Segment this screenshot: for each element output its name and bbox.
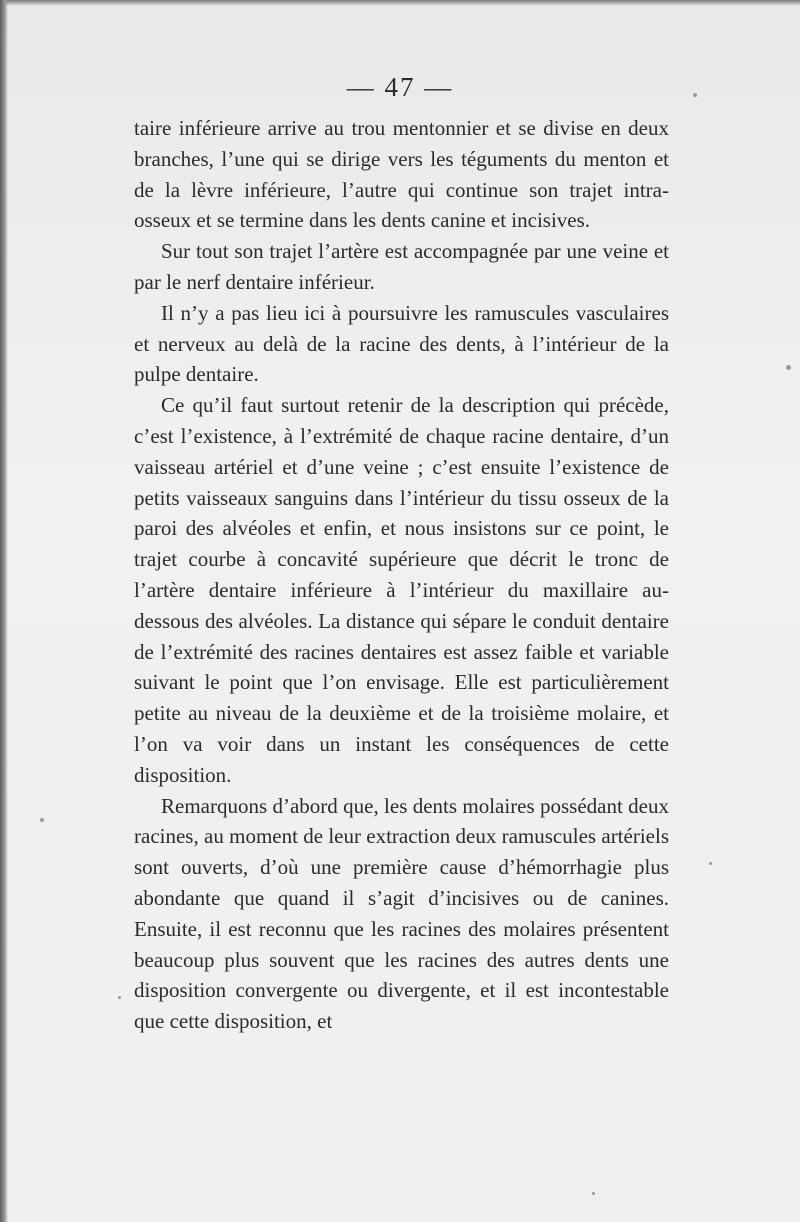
page-top-edge-shadow bbox=[0, 0, 800, 6]
paragraph-2: Sur tout son trajet l’artère est accompagnée par une veine et par le nerf dentaire inférieur. bbox=[134, 239, 669, 294]
paragraph-1: taire inférieure arrive au trou mentonnier et se divise en deux branches, l’une qui se dirige vers les téguments du menton et de la lèvre inférieure, l’autre qui continue son trajet intra-osseux et se termine dans les dents canine et incisives. bbox=[134, 116, 669, 233]
page-number: — 47 — bbox=[346, 72, 454, 102]
paper-speck bbox=[40, 818, 44, 822]
paper-speck bbox=[709, 862, 712, 865]
page-left-edge-shadow bbox=[0, 0, 8, 1222]
paragraph-4: Ce qu’il faut surtout retenir de la description qui précède, c’est l’existence, à l’extrémité de chaque racine dentaire, d’un vaisseau artériel et d’une veine ; c’est ensuite l’existence de petits vaisseaux sanguins dans l’intérieur du tissu osseux de la paroi des alvéoles et enfin, et nous insistons sur ce point, le trajet courbe à concavité supérieure que décrit le tronc de l’artère dentaire inférieure à l’intérieur du maxillaire au-dessous des alvéoles. La distance qui sépare le conduit dentaire de l’extrémité des racines dentaires est assez faible et variable suivant le point que l’on envisage. Elle est particulièrement petite au niveau de la deuxième et de la troisième molaire, et l’on va voir dans un instant les conséquences de cette disposition. bbox=[134, 393, 669, 787]
paper-speck bbox=[118, 996, 121, 999]
paper-speck bbox=[786, 365, 791, 370]
body-text bbox=[134, 113, 669, 1037]
paragraph-5: Remarquons d’abord que, les dents molaires possédant deux racines, au moment de leur extraction deux ramuscules artériels sont ouverts, d’où une première cause d’hémorrhagie plus abondante que quand il s’agit d’incisives ou de canines. Ensuite, il est reconnu que les racines des molaires présentent beaucoup plus souvent que les racines des autres dents une disposition convergente ou divergente, et il est incontestable que cette disposition, et bbox=[134, 793, 669, 1034]
paper-speck bbox=[592, 1192, 595, 1195]
paragraph-3: Il n’y a pas lieu ici à poursuivre les ramuscules vasculaires et nerveux au delà de la racine des dents, à l’intérieur de la pulpe dentaire. bbox=[134, 300, 669, 387]
paper-speck bbox=[693, 93, 697, 97]
